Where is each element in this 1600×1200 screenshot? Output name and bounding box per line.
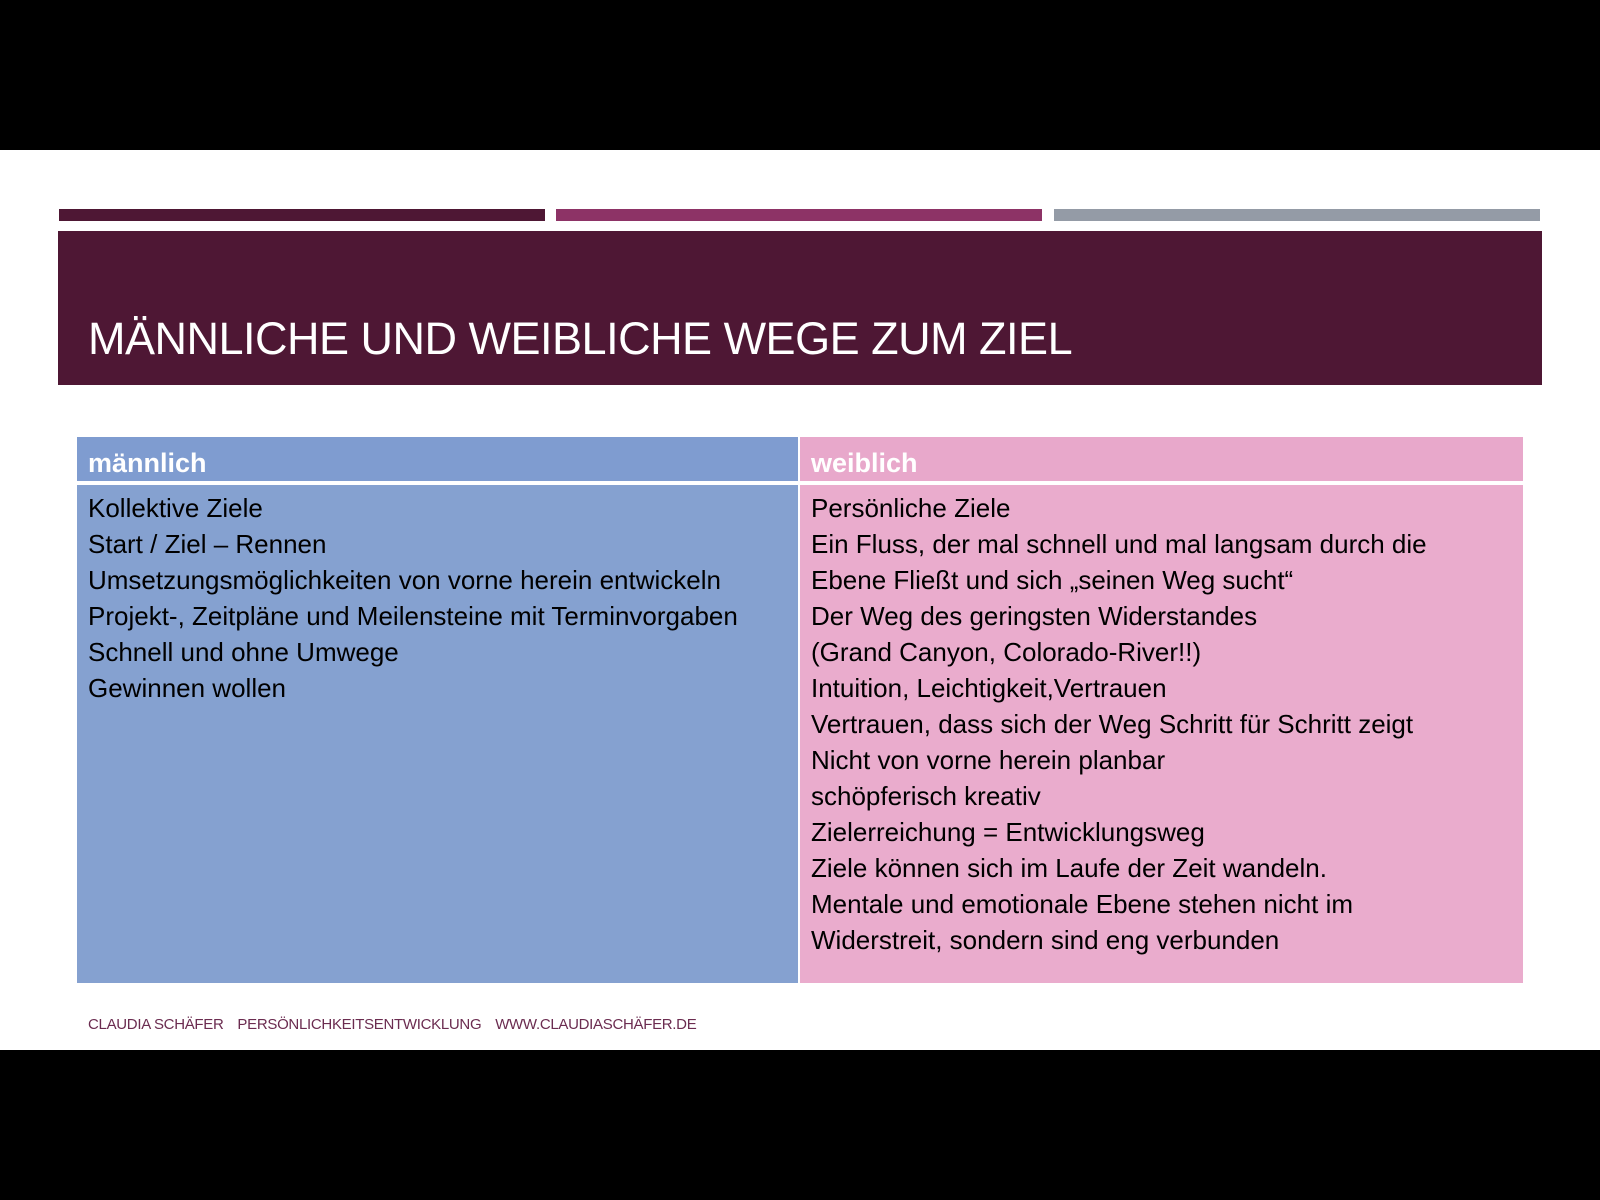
list-item: Der Weg des geringsten Widerstandes [811,601,1258,631]
title-band [58,231,1542,385]
footer-name: CLAUDIA SCHÄFER [88,1016,224,1033]
list-item: Projekt-, Zeitpläne und Meilensteine mit Terminvorgaben [88,601,738,631]
list-item: Vertrauen, dass sich der Weg Schritt für Schritt zeigt [811,709,1414,739]
list-item: (Grand Canyon, Colorado-River!!) [811,637,1202,667]
accent-bar-gray [1054,209,1540,221]
comparison-table [77,437,1523,983]
slide [0,150,1600,1050]
list-item: Zielerreichung = Entwicklungsweg [811,817,1205,847]
list-item: Umsetzungsmöglichkeiten von vorne herein entwickeln [88,565,721,595]
list-item: Kollektive Ziele [88,493,263,523]
slide-title: MÄNNLICHE UND WEIBLICHE WEGE ZUM ZIEL [88,313,1073,364]
list-item: Ebene Fließt und sich „seinen Weg sucht“ [811,565,1294,595]
male-column-body [77,485,798,983]
female-column [800,437,1523,983]
list-item: schöpferisch kreativ [811,781,1041,811]
list-item: Start / Ziel – Rennen [88,529,327,559]
male-column-header: männlich [77,437,798,481]
accent-bar-magenta [556,209,1042,221]
list-item: Intuition, Leichtigkeit,Vertrauen [811,673,1167,703]
male-list [88,490,798,706]
list-item: Widerstreit, sondern sind eng verbunden [811,925,1280,955]
list-item: Schnell und ohne Umwege [88,637,399,667]
female-list [811,490,1523,958]
list-item: Mentale und emotionale Ebene stehen nicht im [811,889,1354,919]
list-item: Nicht von vorne herein planbar [811,745,1166,775]
list-item: Ziele können sich im Laufe der Zeit wandeln. [811,853,1327,883]
female-column-body [800,485,1523,983]
male-column [77,437,798,983]
accent-bar-dark [59,209,545,221]
list-item: Ein Fluss, der mal schnell und mal langsam durch die [811,529,1427,559]
footer [88,1016,706,1033]
list-item: Gewinnen wollen [88,673,287,703]
footer-website: WWW.CLAUDIASCHÄFER.DE [495,1016,697,1033]
female-column-header: weiblich [800,437,1523,481]
list-item: Persönliche Ziele [811,493,1011,523]
footer-topic: PERSÖNLICHKEITSENTWICKLUNG [237,1016,482,1033]
